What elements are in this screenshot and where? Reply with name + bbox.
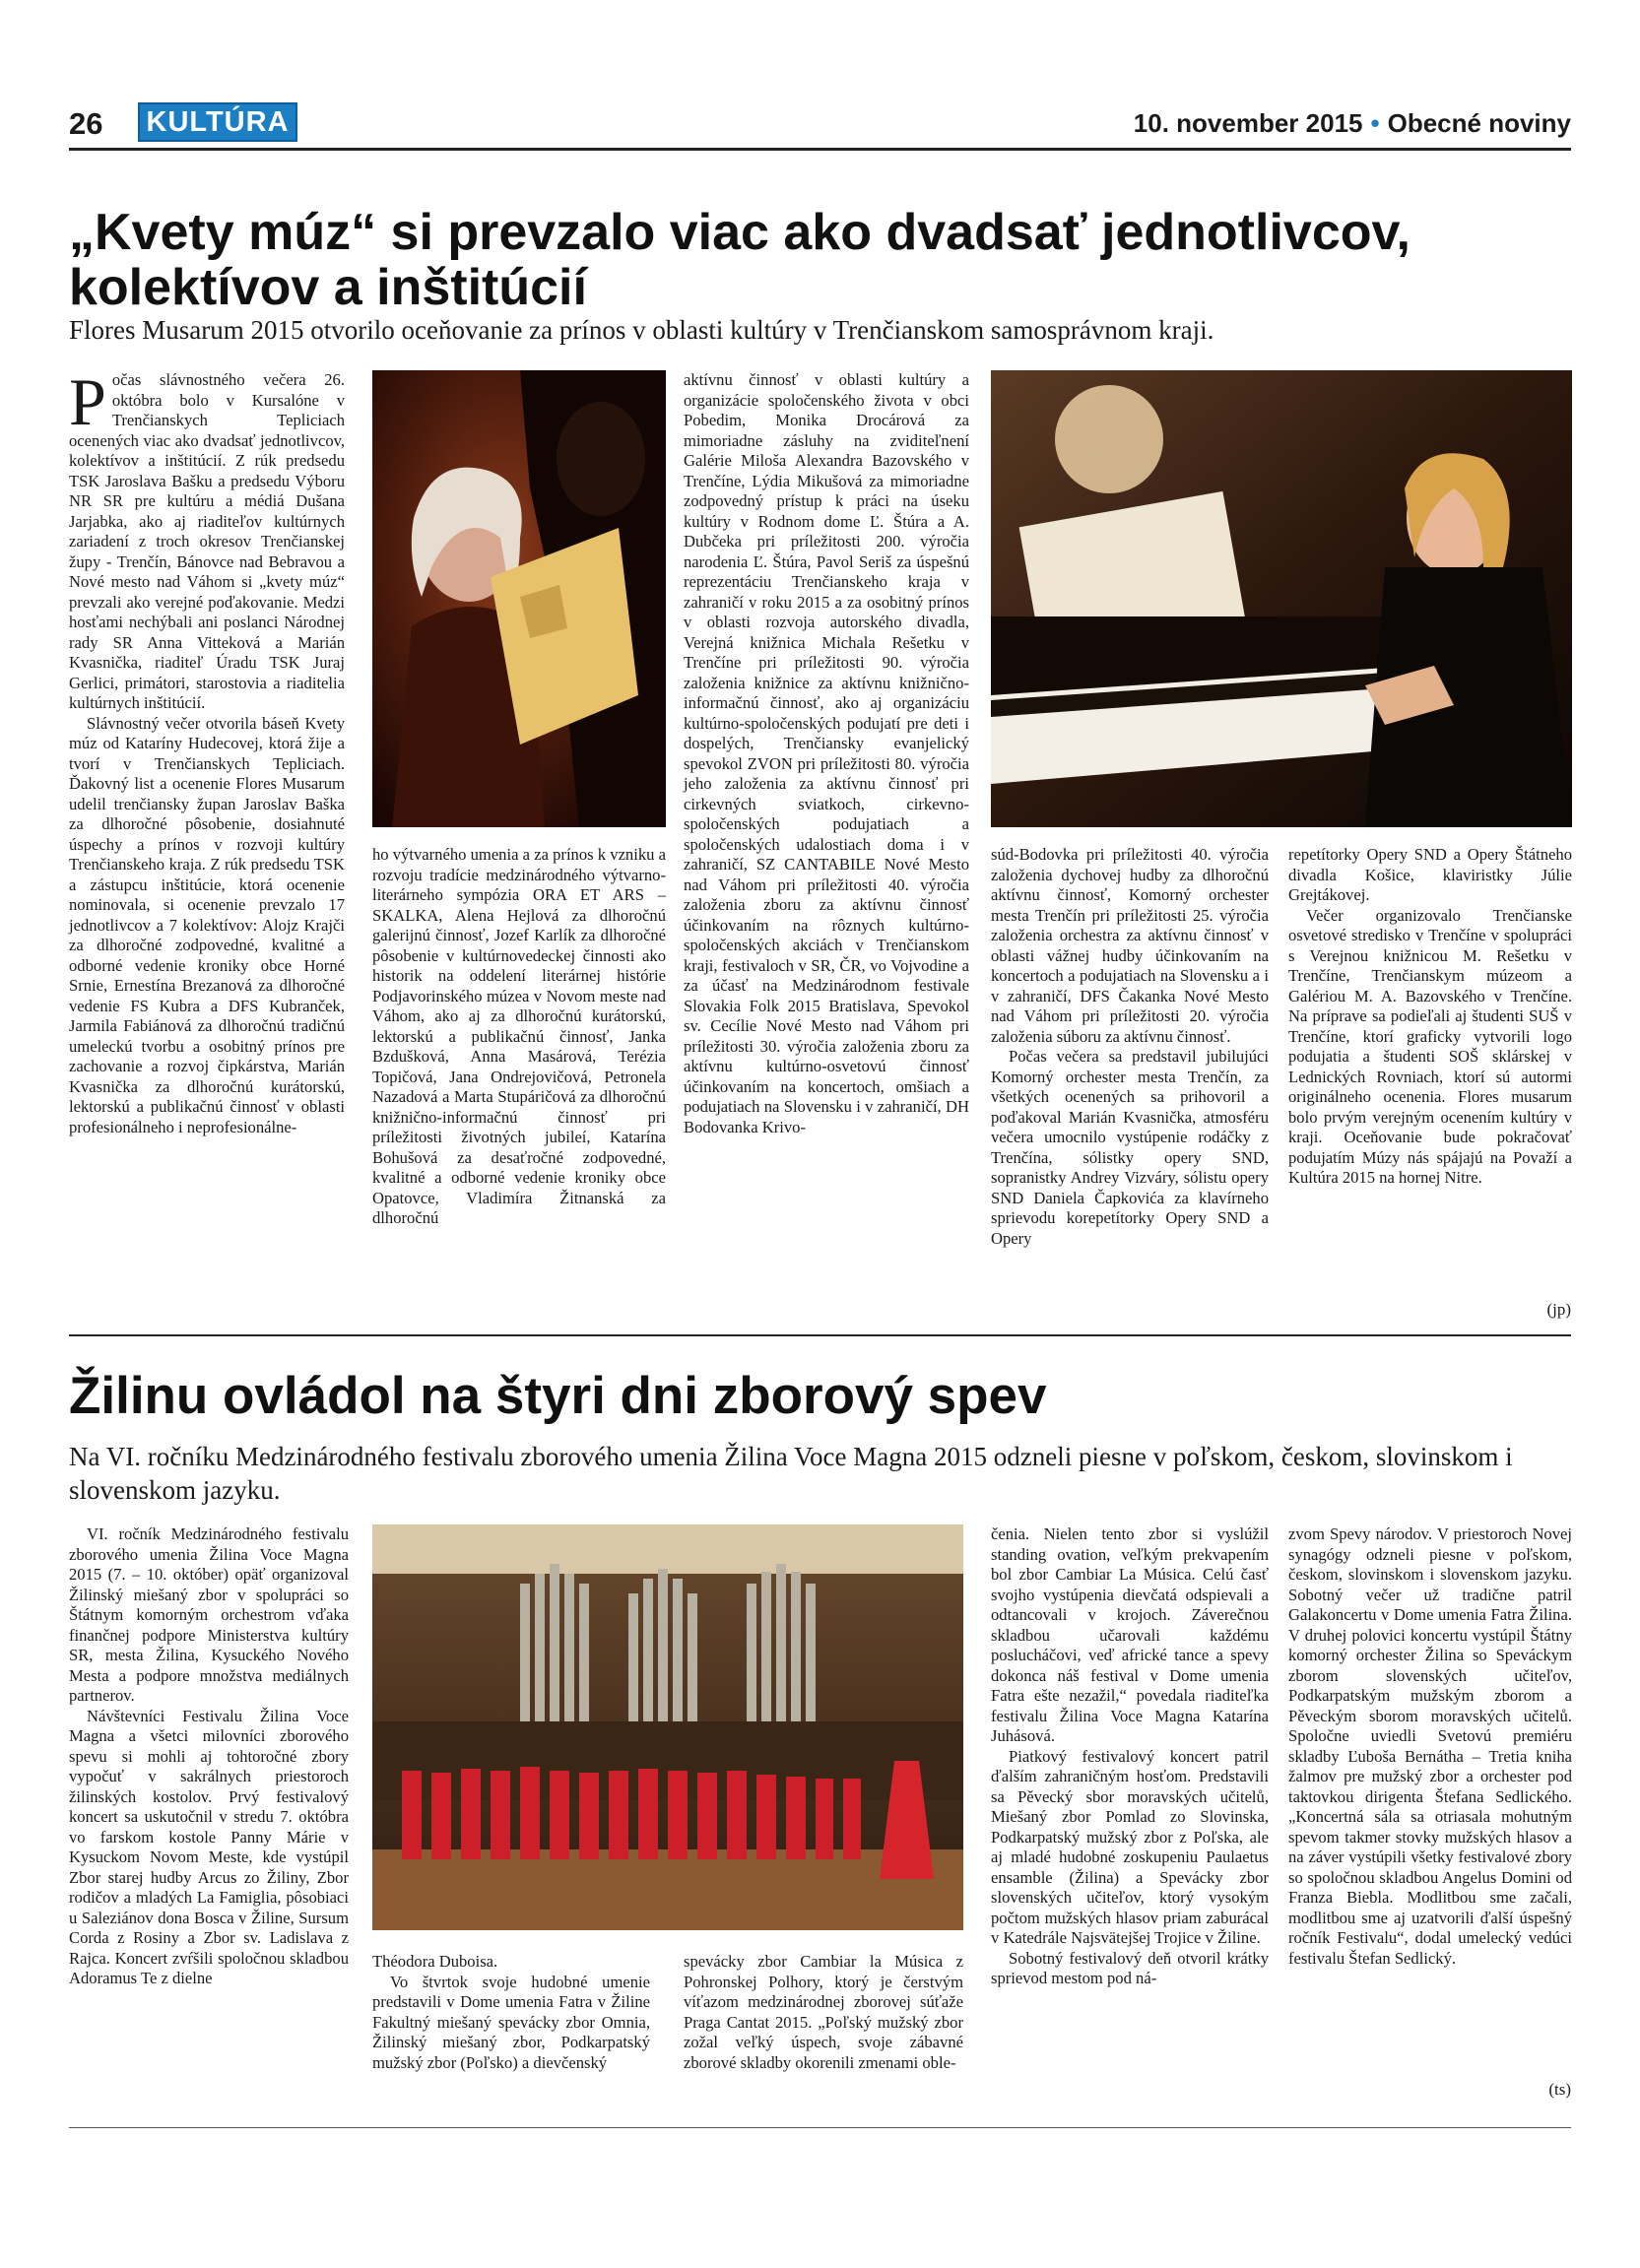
article2-signature: (ts) bbox=[1548, 2080, 1571, 2099]
article1-column-1 bbox=[69, 364, 345, 1137]
paragraph: ho výtvarného umenia a za prínos k vzniku a rozvoju tradície medzinárodného výtvarno-literárneho sympózia ORA ET ARS – SKALKA, Alena Hejlová za dlhoročnú galerijnú činnosť, Jozef Karlík za dlhoročné pôsobenie v kultúrnovedeckej činnosti ako historik na oddelení literárnej histórie Podjavorinského múzea v Novom meste nad Váhom, ako aj za dlhoročnú kurátorskú, lektorskú a publikačnú činnosť, Janka Bzdušková, Anna Masárová, Terézia Topičová, Jana Ondrejovičová, Petronela Nazadová a Marta Stupáričová za dlhoročnú knižnično-informačnú činnosť pri príležitosti životných jubileí, Katarína Bohušová za desaťročné zodpovedné, kvalitné a odborné vedenie kroniky obce Opatovce, Vladimíra Žitnanská za dlhoročnú bbox=[372, 845, 666, 1227]
article2-column-1 bbox=[69, 1524, 349, 1989]
pianist-photo-image bbox=[991, 370, 1572, 827]
article2-column-3 bbox=[684, 1952, 963, 2073]
paragraph: spevácky zbor Cambiar la Música z Pohronskej Polhory, ktorý je čerstvým víťazom medzinárodnej zborovej súťaže Praga Cantat 2015. „Poľský mužský zbor zožal veľký úspech, svoje zábavné zborové skladby okorenili zmenami oble- bbox=[684, 1952, 963, 2072]
paper-name: Obecné noviny bbox=[1387, 108, 1571, 138]
page-number: 26 bbox=[69, 106, 103, 141]
article1-column-3 bbox=[684, 370, 969, 1137]
paragraph: Večer organizovalo Trenčianske osvetové stredisko v Trenčíne v spolupráci s Verejnou knižnicou M. Rešetku v Trenčíne, Trenčianskym múzeom a Galériou M. A. Bazovského v Trenčíne. Na príprave sa podieľali aj študenti SUŠ v Trenčíne, ktorí graficky vytvorili logo podujatia a študenti SOŠ sklárskej v Lednických Rovniach, ktorí sú autormi originálneho ocenenia. Flores musarum bolo prvým verejným ocenením kultúry v kraji. Oceňovanie bude pokračovať podujatím Múzy nás spájajú na Považí a Kultúra 2015 na hornej Nitre. bbox=[1288, 905, 1572, 1187]
masthead-rule bbox=[69, 148, 1571, 151]
pianist-photo bbox=[991, 370, 1572, 827]
article1-headline bbox=[69, 205, 1571, 315]
paragraph: Théodora Duboisa. bbox=[372, 1952, 498, 1971]
issue-date: 10. november 2015 bbox=[1133, 108, 1363, 138]
award-photo-image bbox=[372, 370, 666, 827]
article2-lead: Na VI. ročníku Medzinárodného festivalu zborového umenia Žilina Voce Magna 2015 odzneli piesne v poľskom, českom, slovinskom i slovenskom jazyku. bbox=[69, 1442, 1513, 1505]
paragraph: aktívnu činnosť v oblasti kultúry a organizácie spoločenského života v obci Pobedim, Monika Drocárová za mimoriadne zásluhy na zviditeľnení Galérie Miloša Alexandra Bazovského v Trenčíne, Lýdia Mikušová za mimoriadne zodpovedný prístup k práci na úseku kultúry v Rodnom dome Ľ. Štúra a A. Dubčeka pri príležitosti 200. výročia narodenia Ľ. Štúra, Pavol Seriš za úspešnú reprezentáciu Trenčianskeho kraja v zahraničí v roku 2015 a za osobitný prínos v oblasti rozvoja autorského divadla, Verejná knižnica Michala Rešetku v Trenčíne pri príležitosti 90. výročia založenia knižnice za aktívnu knižnično-informačnú činnosť, ako aj organizáciu kultúrno-spoločenských podujatí pre deti i dospelých, Trenčiansky evanjelický spevokol ZVON pri príležitosti 80. výročia jeho založenia za aktívnu činnosť pri cirkevných sviatkoch, cirkevno-spoločenských podujatiach a spoločenských udalostiach doma i v zahraničí, SZ CANTABILE Nové Mesto nad Váhom pri príležitosti 40. výročia založenia zboru za aktívnu činnosť účinkovaním na rôznych kultúrno-spoločenských akciách v Trenčianskom kraji, festivaloch v SR, ČR, vo Vojvodine a za účasť na Medzinárodnom festivale Slovakia Folk 2015 Bratislava, Spevokol sv. Cecílie Nové Mesto nad Váhom pri príležitosti 30. výročia založenia zboru za aktívnu kultúrno-osvetovú činnosť účinkovaním na koncertoch, omšiach a podujatiach na Slovensku i v zahraničí, DH Bodovanka Krivo- bbox=[684, 370, 969, 1136]
paragraph: Piatkový festivalový koncert patril ďalším zahraničným hosťom. Predstavili sa Pěvecký sbor moravských učitelů, Miešaný zbor Pomlad zo Slovinska, Podkarpatský mužský zbor z Poľska, ale aj mladé hudobné zoskupeniu Paulaetus ensamble (Žilina) a Spevácky zbor slovenských učiteľov, ktorý vysokým počtom mužských hlasov priam zaburácal v Katedrále Najsvätejšej Trojice v Žiline. bbox=[991, 1746, 1269, 1947]
article1-signature: (jp) bbox=[1546, 1300, 1571, 1319]
paragraph: Návštevníci Festivalu Žilina Voce Magna a všetci milovníci zborového spevu si mohli aj tohtoročné zbory vypočuť v sakrálnych priestoroch žilinských kostolov. Prvý festivalový koncert sa uskutočnil v stredu 7. októbra vo farskom kostole Panny Márie v Kysuckom Novom Meste, kde vystúpil Zbor starej hudby Arcus zo Žiliny, Zbor rodičov a mladých La Famiglia, pôsobiaci u Saleziánov dona Bosca v Žiline, Sursum Corda z Rosiny a Zbor sv. Ladislava z Rajca. Koncert zvŕšili spoločnou skladbou Adoramus Te z dielne bbox=[69, 1706, 349, 1987]
article2-column-2 bbox=[372, 1952, 650, 2073]
paragraph: čenia. Nielen tento zbor si vyslúžil standing ovation, veľkým prekvapením bol zbor Cambiar La Música. Celú časť svojho vystúpenia dievčatá odspievali a odtancovali v krojoch. Záverečnou skladbou učarovali každému poslucháčovi, veď africké tance a spevy dokonca náš festival v Dome umenia Fatra ešte nezažil,“ povedala riaditeľka festivalu Žilina Voce Magna Katarína Juhásová. bbox=[991, 1524, 1269, 1745]
issue-info bbox=[1134, 108, 1571, 139]
article1-column-5 bbox=[1288, 845, 1572, 1189]
headline-line-1: „Kvety múz“ si prevzalo viac ako dvadsať jednotlivcov, bbox=[69, 204, 1411, 261]
article1-column-4 bbox=[991, 845, 1269, 1249]
paragraph: Vo štvrtok svoje hudobné umenie predstavili v Dome umenia Fatra v Žiline Fakultný miešaný spevácky zbor Omnia, Žilinský miešaný zbor, Podkarpatský mužský zbor (Poľsko) a dievčenský bbox=[372, 1972, 650, 2072]
article1-column-2 bbox=[372, 845, 666, 1229]
paragraph: súd-Bodovka pri príležitosti 40. výročia založenia dychovej hudby za dlhoročnú aktívnu činnosť, Komorný orchester mesta Trenčín pri príležitosti 25. výročia založenia orchestra za aktívnu činnosť v oblasti vážnej hudby účinkovaním na koncertoch a podujatiach na Slovensku a i v zahraničí, DFS Čakanka Nové Mesto nad Váhom pri príležitosti 20. výročia založenia súboru za aktívnu činnosť. bbox=[991, 845, 1269, 1046]
section-label: KULTÚRA bbox=[146, 106, 290, 138]
drop-cap: P bbox=[69, 364, 106, 439]
article1-lead: Flores Musarum 2015 otvorilo oceňovanie za prínos v oblasti kultúry v Trenčianskom samosprávnom kraji. bbox=[69, 315, 1214, 345]
paragraph: VI. ročník Medzinárodného festivalu zborového umenia Žilina Voce Magna 2015 (7. – 10. október) opäť organizoval Žilinský miešaný zbor v spolupráci so Štátnym komorným orchestrom vďaka finančnej podpore Ministerstva kultúry SR, mesta Žilina, Kysuckého Nového Mesta a podpore množstva mediálnych partnerov. bbox=[69, 1524, 349, 1705]
article2-headline: Žilinu ovládol na štyri dni zborový spev bbox=[69, 1367, 1047, 1425]
choir-photo-image bbox=[372, 1524, 963, 1930]
headline-line-2: kolektívov a inštitúcií bbox=[69, 259, 587, 316]
separator-dot: • bbox=[1370, 108, 1380, 138]
paragraph: repetítorky Opery SND a Opery Štátneho divadla Košice, klaviristky Júlie Grejtákovej. bbox=[1288, 845, 1572, 904]
choir-photo bbox=[372, 1524, 963, 1930]
paragraph: Počas večera sa predstavil jubilujúci Komorný orchester mesta Trenčín, za všetkých ocenených sa prihovoril a poďakoval Marián Kvasnička, atmosféru večera umocnilo vystúpenie rodáčky z Trenčína, sólistky opery SND, sopranistky Andrey Vizváry, sólistu opery SND Daniela Čapkovića za klavírneho sprievodu korepetítorky Opery SND a Opery bbox=[991, 1047, 1269, 1248]
paragraph: Sobotný festivalový deň otvoril krátky sprievod mestom pod ná- bbox=[991, 1948, 1269, 1987]
paragraph bbox=[69, 364, 345, 714]
paragraph-text: očas slávnostného večera 26. októbra bolo v Kursalóne v Trenčianskych Tepliciach ocenených viac ako dvadsať jednotlivcov, kolektívov a inštitúcií. Z rúk predsedu TSK Jaroslava Bašku a predsedu Výboru NR SR pre kultúru a médiá Dušana Jarjabka, ako aj riaditeľov kultúrnych zariadení z troch okresov Trenčianskej župy - Trenčín, Bánovce nad Bebravou a Nové mesto nad Váhom si „kvety múz“ prevzali ako verejné poďakovanie. Medzi hosťami nechýbali ani poslanci Národnej rady SR Anna Vitteková a Marián Kvasnička, riaditeľ Úradu TSK Juraj Gerlici, primátori, starostovia a riaditelia kultúrnych inštitúcií. bbox=[69, 370, 345, 712]
article-divider bbox=[69, 1334, 1571, 1336]
page-bottom-rule bbox=[69, 2127, 1571, 2128]
paragraph: zvom Spevy národov. V priestoroch Novej synagógy odzneli piesne v poľskom, českom, slovinskom i slovenskom jazyku. Sobotný večer už tradične patril Galakoncertu v Dome umenia Fatra Žilina. V druhej polovici koncertu vystúpil Štátny komorný orchester Žilina so Speváckym zborom slovenských učiteľov, Podkarpatským mužským zborom a Pěveckým sborom moravských učitelů. Spoločne uviedli Svetovú premiéru skladby Ľuboša Bernátha – Tretia kniha žalmov pre mužský zbor a orchester pod taktovkou dirigenta Štefana Sedlického. „Koncertná sála sa otriasala mohutným spevom takmer stovky mužských hlasov a na záver vystúpili všetky festivalové zbory so spoločnou skladbou Angelus Domini od Franza Biebla. Modlitbou sme začali, modlitbou sme aj uzatvorili ďalší úspešný ročník Festivalu“, dodal umelecký vedúci festivalu Štefan Sedlický. bbox=[1288, 1524, 1572, 1968]
article2-column-4 bbox=[991, 1524, 1269, 1989]
article2-column-5 bbox=[1288, 1524, 1572, 1969]
paragraph: Slávnostný večer otvorila báseň Kvety múz od Kataríny Hudecovej, ktorá žije a tvorí v Trenčianskych Tepliciach. Ďakovný list a ocenenie Flores Musarum udelil trenčiansky župan Jaroslav Baška za dlhoročné pôsobenie, dosiahnuté úspechy a prínos v rozvoji kultúry Trenčianskeho kraja. Z rúk predsedu TSK a zástupcu inštitúcie, ktorá ocenenie nominovala, si ocenenie prevzalo 17 jednotlivcov a 7 kolektívov: Alojz Krajči za dlhoročné zodpovedné, kvalitné a odborné vedenie kroniky obce Horné Srnie, Ernestína Brezanová za dlhoročné vedenie FS Kubra a DFS Kubranček, Jarmila Fabiánová za dlhoročnú tradičnú umeleckú tvorbu a osobitný prínos pre zachovanie a rozvoj čipkárstva, Marián Kvasnička za dlhoročnú kurátorskú, lektorskú a publikačnú činnosť v oblasti profesionálneho i neprofesionálne- bbox=[69, 713, 345, 1136]
award-photo bbox=[372, 370, 666, 827]
